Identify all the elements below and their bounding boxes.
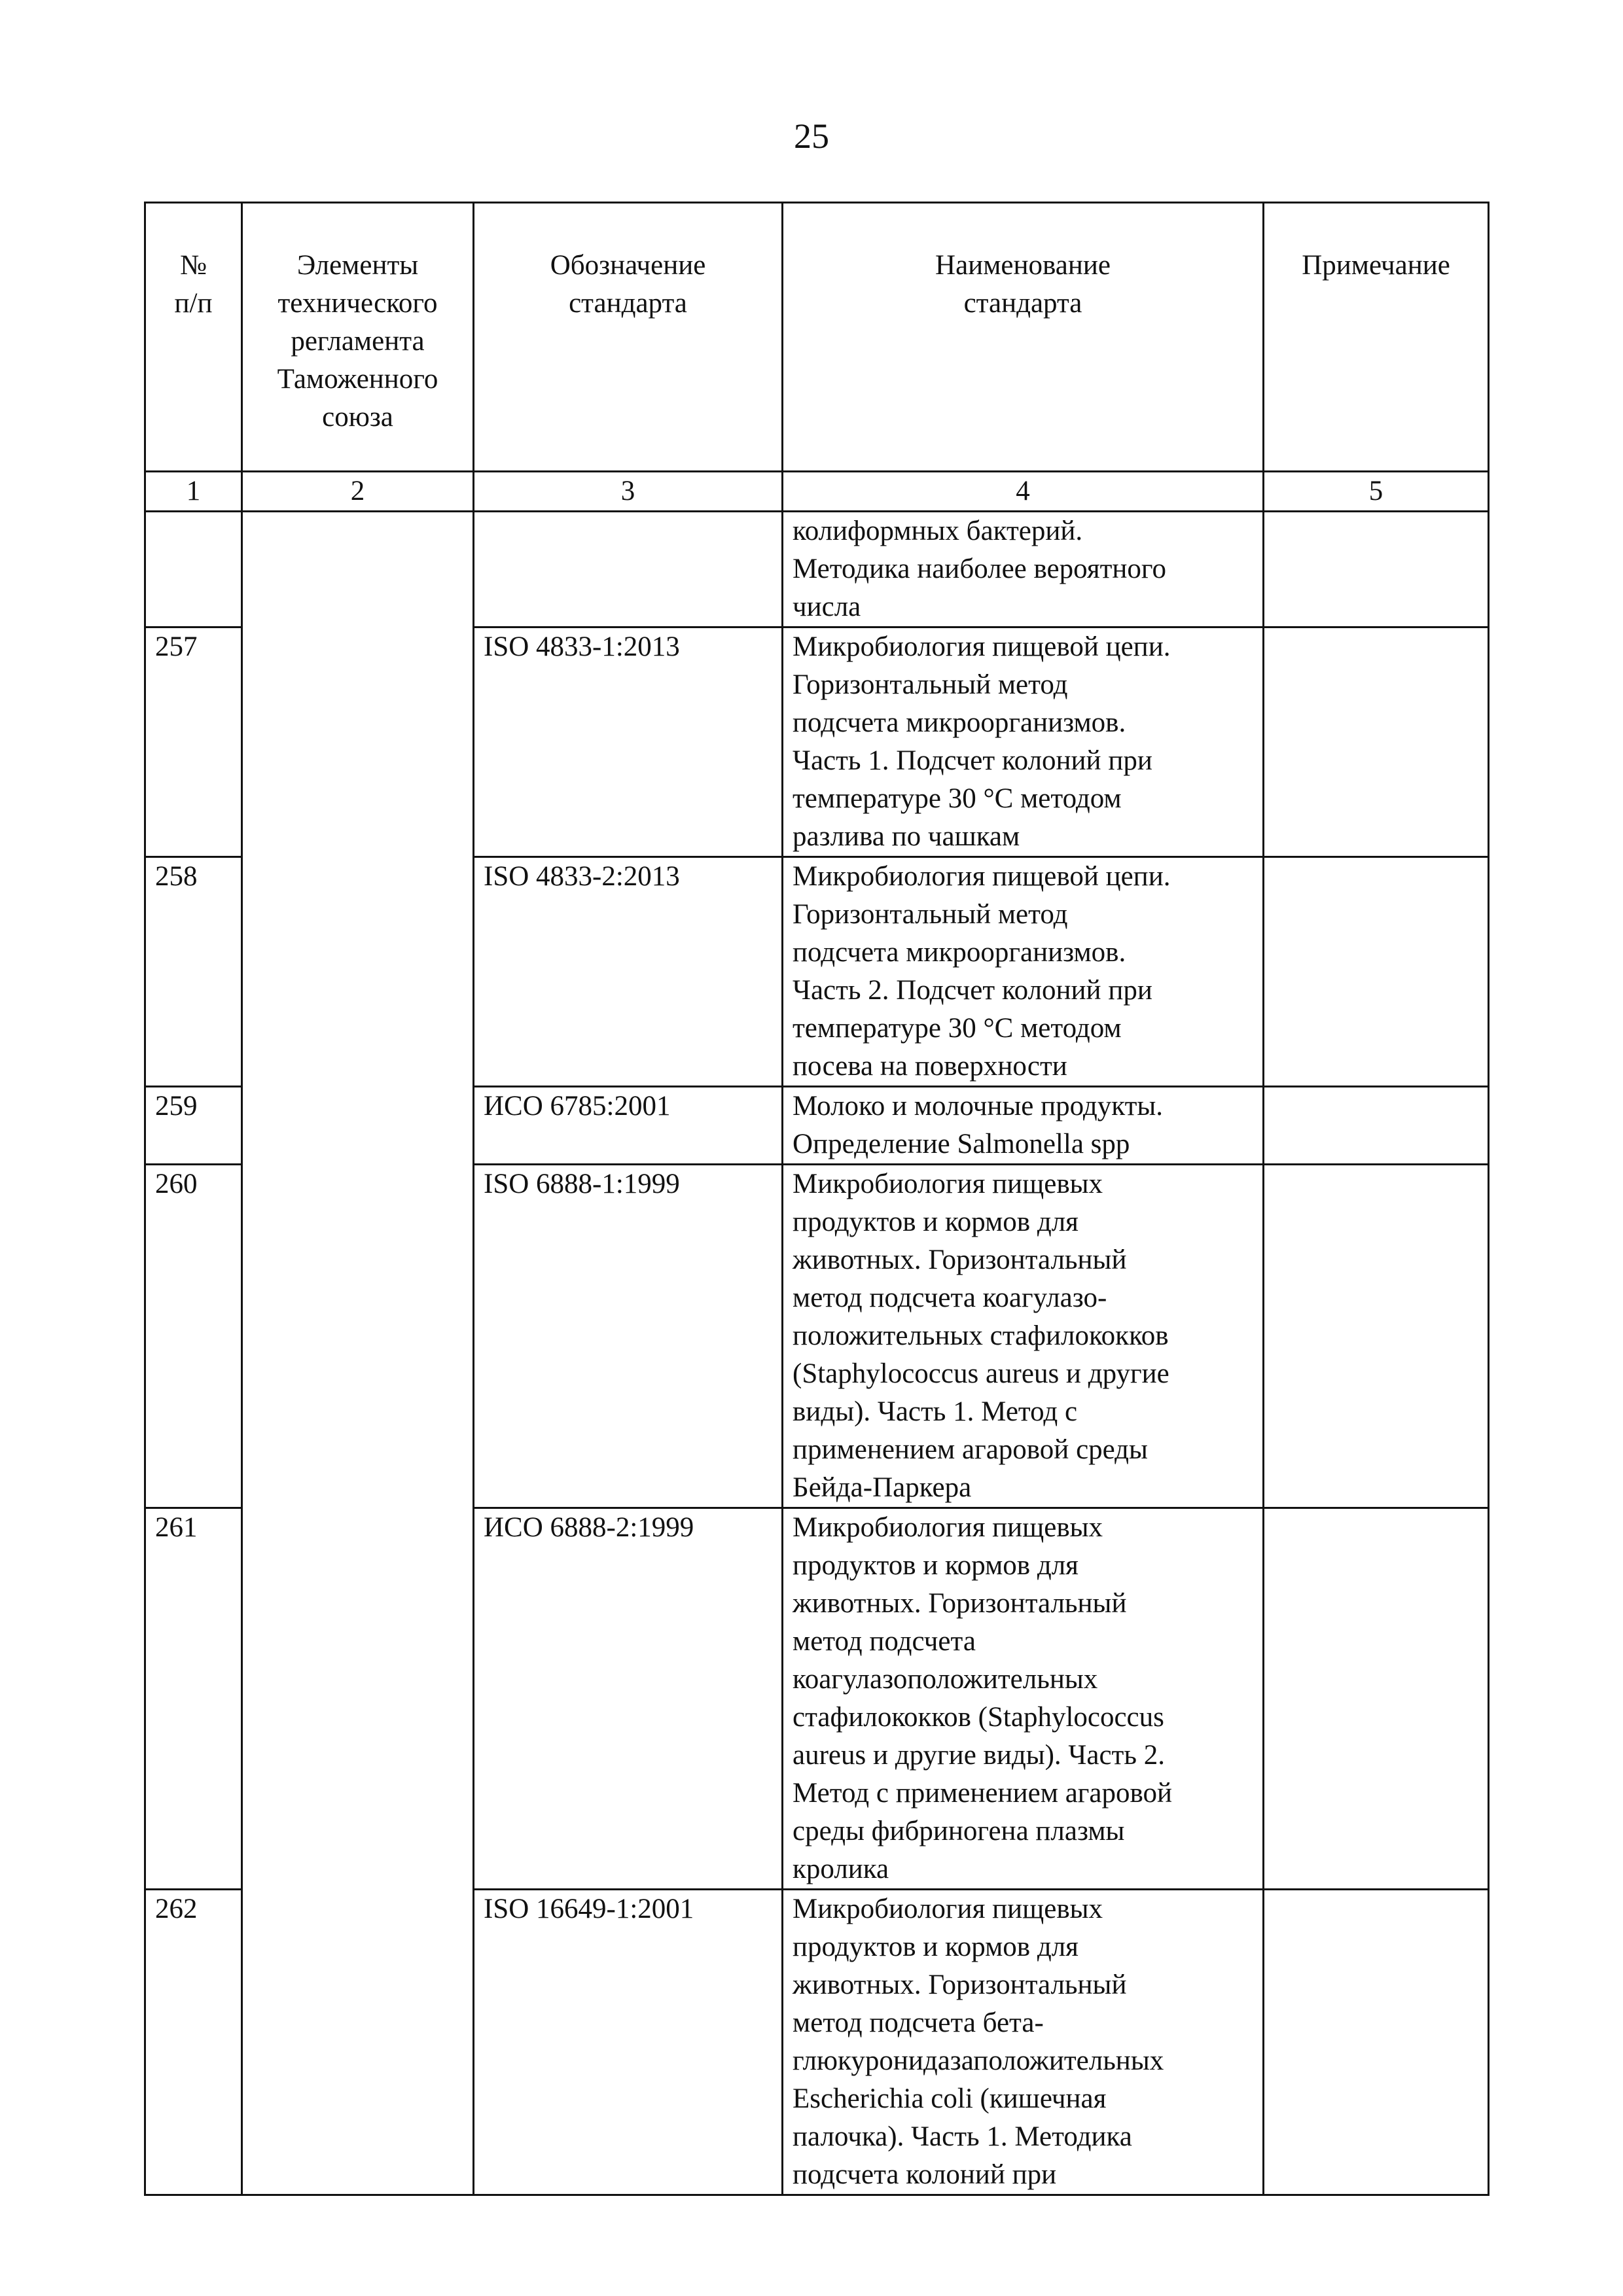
standard-name: Микробиология пищевых продуктов и кормов для животных. Горизонтальный метод подсчета коагулазо- положительных стафилококков (Staphylococcus aureus и другие виды). Часть 1. Метод с применением агаровой среды Бейда-Паркера xyxy=(783,1165,1264,1508)
row-number: 261 xyxy=(145,1508,242,1890)
standard-name: колиформных бактерий. Методика наиболее вероятного числа xyxy=(783,512,1264,627)
header-name: Наименование стандарта xyxy=(783,203,1264,472)
row-number: 259 xyxy=(145,1087,242,1165)
note-cell xyxy=(1264,627,1489,857)
row-number: 258 xyxy=(145,857,242,1087)
standard-designation: ISO 16649-1:2001 xyxy=(474,1890,783,2195)
column-number-row xyxy=(145,472,1489,512)
elements-cell xyxy=(242,512,474,2195)
column-number-5: 5 xyxy=(1264,472,1489,512)
row-number: 257 xyxy=(145,627,242,857)
note-cell xyxy=(1264,1890,1489,2195)
table-header-row xyxy=(145,203,1489,472)
table-row xyxy=(145,512,1489,627)
column-number-2: 2 xyxy=(242,472,474,512)
standard-name: Микробиология пищевых продуктов и кормов для животных. Горизонтальный метод подсчета коагулазоположительных стафилококков (Staphylococcus aureus и другие виды). Часть 2. Метод с применением агаровой среды фибриногена плазмы кролика xyxy=(783,1508,1264,1890)
standard-name: Микробиология пищевой цепи. Горизонтальный метод подсчета микроорганизмов. Часть 1. Подсчет колоний при температуре 30 °С методом разлива по чашкам xyxy=(783,627,1264,857)
column-number-1: 1 xyxy=(145,472,242,512)
standard-designation: ИСО 6785:2001 xyxy=(474,1087,783,1165)
standard-designation xyxy=(474,512,783,627)
header-designation: Обозначение стандарта xyxy=(474,203,783,472)
standard-name: Микробиология пищевой цепи. Горизонтальный метод подсчета микроорганизмов. Часть 2. Подсчет колоний при температуре 30 °С методом посева на поверхности xyxy=(783,857,1264,1087)
standard-name: Молоко и молочные продукты. Определение Salmonella spp xyxy=(783,1087,1264,1165)
note-cell xyxy=(1264,512,1489,627)
row-number: 262 xyxy=(145,1890,242,2195)
column-number-4: 4 xyxy=(783,472,1264,512)
row-number: 260 xyxy=(145,1165,242,1508)
note-cell xyxy=(1264,1508,1489,1890)
standard-designation: ИСО 6888-2:1999 xyxy=(474,1508,783,1890)
page-number: 25 xyxy=(794,116,829,156)
standard-designation: ISO 6888-1:1999 xyxy=(474,1165,783,1508)
row-number xyxy=(145,512,242,627)
header-num: № п/п xyxy=(145,203,242,472)
standards-table xyxy=(144,202,1489,2196)
standard-name: Микробиология пищевых продуктов и кормов для животных. Горизонтальный метод подсчета бета- глюкуронидазаположительных Escherichia coli (кишечная палочка). Часть 1. Методика подсчета колоний при xyxy=(783,1890,1264,2195)
standard-designation: ISO 4833-1:2013 xyxy=(474,627,783,857)
note-cell xyxy=(1264,1087,1489,1165)
header-note: Примечание xyxy=(1264,203,1489,472)
note-cell xyxy=(1264,1165,1489,1508)
header-elements: Элементы технического регламента Таможенного союза xyxy=(242,203,474,472)
note-cell xyxy=(1264,857,1489,1087)
standard-designation: ISO 4833-2:2013 xyxy=(474,857,783,1087)
column-number-3: 3 xyxy=(474,472,783,512)
